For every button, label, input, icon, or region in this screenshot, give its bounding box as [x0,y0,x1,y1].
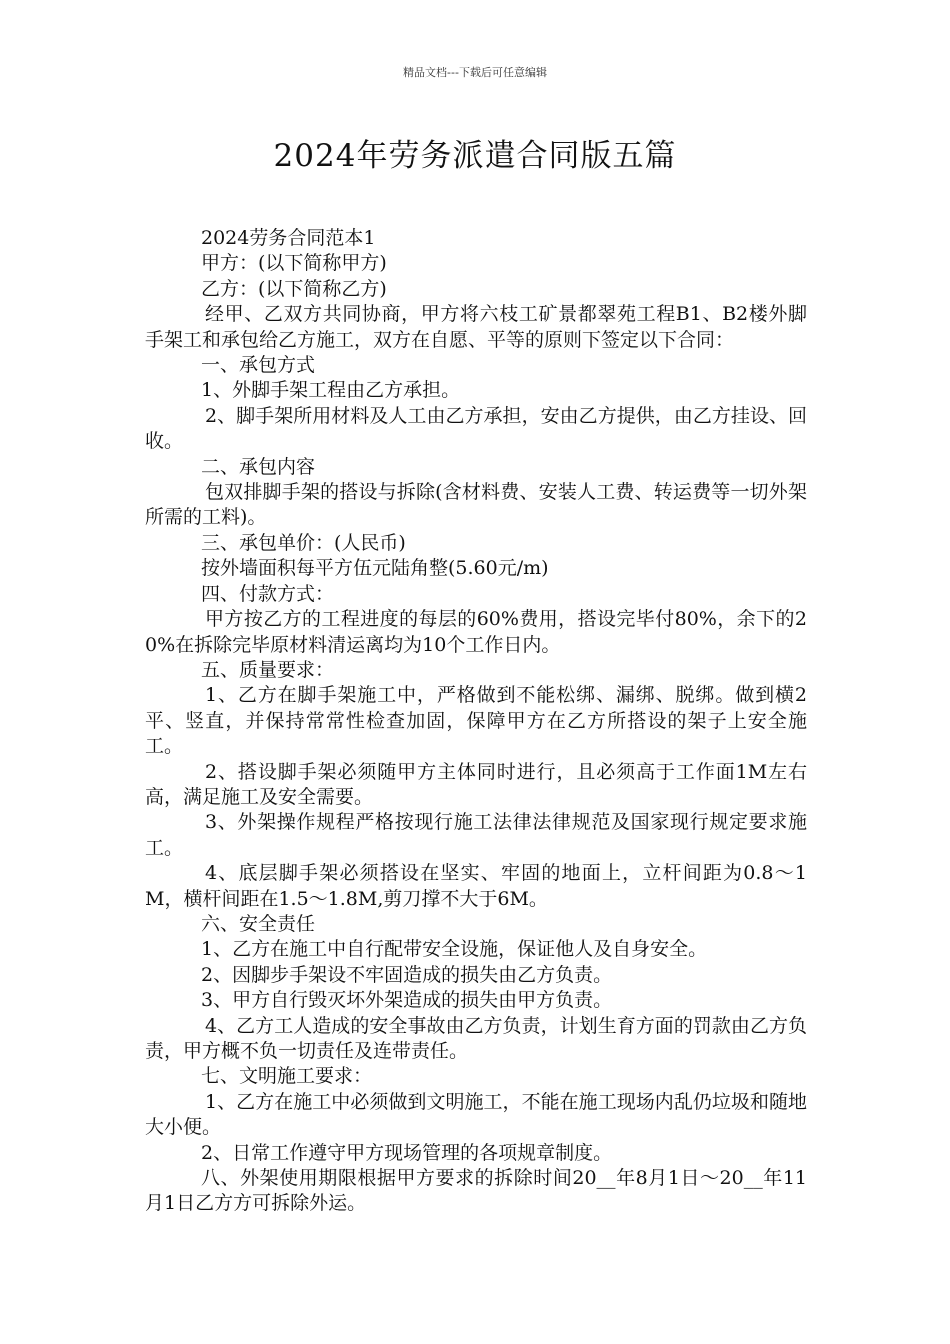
paragraph: 经甲、乙双方共同协商，甲方将六枝工矿景都翠苑工程B1、B2楼外脚手架工和承包给乙方施工，双方在自愿、平等的原则下签定以下合同： [145,303,807,351]
paragraph: 3、甲方自行毁灭坏外架造成的损失由甲方负责。 [201,989,613,1012]
paragraph: 甲方按乙方的工程进度的每层的60%费用，搭设完毕付80%，余下的20%在拆除完毕原材料清运离均为10个工作日内。 [145,608,807,656]
paragraph: 2、脚手架所用材料及人工由乙方承担，安由乙方提供，由乙方挂设、回收。 [145,404,807,453]
paragraph: 2、因脚步手架设不牢固造成的损失由乙方负责。 [201,963,613,986]
section-heading: 一、承包方式 [201,354,316,377]
paragraph: 4、乙方工人造成的安全事故由乙方负责，计划生育方面的罚款由乙方负责，甲方概不负一切责任及连带责任。 [145,1014,807,1062]
paragraph: 2、搭设脚手架必须随甲方主体同时进行，且必须高于工作面1M左右高，满足施工及安全需要。 [145,760,807,808]
paragraph: 1、乙方在施工中必须做到文明施工，不能在施工现场内乱仍垃圾和随地大小便。 [145,1090,807,1139]
paragraph: 乙方：(以下简称乙方) [201,277,387,300]
paragraph: 1、外脚手架工程由乙方承担。 [201,379,461,402]
document-body [145,226,807,1217]
section-heading: 五、质量要求： [201,658,335,681]
header-note: 精品文档---下载后可任意编辑 [403,66,547,79]
paragraph: 1、乙方在施工中自行配带安全设施，保证他人及自身安全。 [201,938,708,961]
section-heading: 七、文明施工要求： [201,1065,373,1088]
paragraph: 4、底层脚手架必须搭设在坚实、牢固的地面上，立杆间距为0.8～1M，横杆间距在1.5～1.8M,剪刀撑不大于6M。 [145,862,807,910]
section-heading: 六、安全责任 [201,912,316,935]
paragraph: 1、乙方在脚手架施工中，严格做到不能松绑、漏绑、脱绑。做到横2平、竖直，并保持常常性检查加固，保障甲方在乙方所搭设的架子上安全施工。 [145,684,807,758]
section-heading: 三、承包单价：(人民币) [201,531,406,554]
paragraph: 3、外架操作规程严格按现行施工法律法律规范及国家现行规定要求施工。 [145,811,807,859]
section-heading: 四、付款方式： [201,582,335,605]
section-heading: 二、承包内容 [201,455,316,478]
paragraph: 八、外架使用期限根据甲方要求的拆除时间20__年8月1日～20__年11月1日乙方方可拆除外运。 [145,1167,807,1215]
paragraph: 2024劳务合同范本1 [201,227,376,249]
paragraph: 按外墙面积每平方伍元陆角整(5.60元/m) [201,557,549,580]
paragraph: 包双排脚手架的搭设与拆除(含材料费、安装人工费、转运费等一切外架所需的工料)。 [145,481,807,529]
paragraph: 2、日常工作遵守甲方现场管理的各项规章制度。 [201,1141,613,1164]
paragraph: 甲方：(以下简称甲方) [201,252,387,275]
document-title: 2024年劳务派遣合同版五篇 [273,138,677,174]
